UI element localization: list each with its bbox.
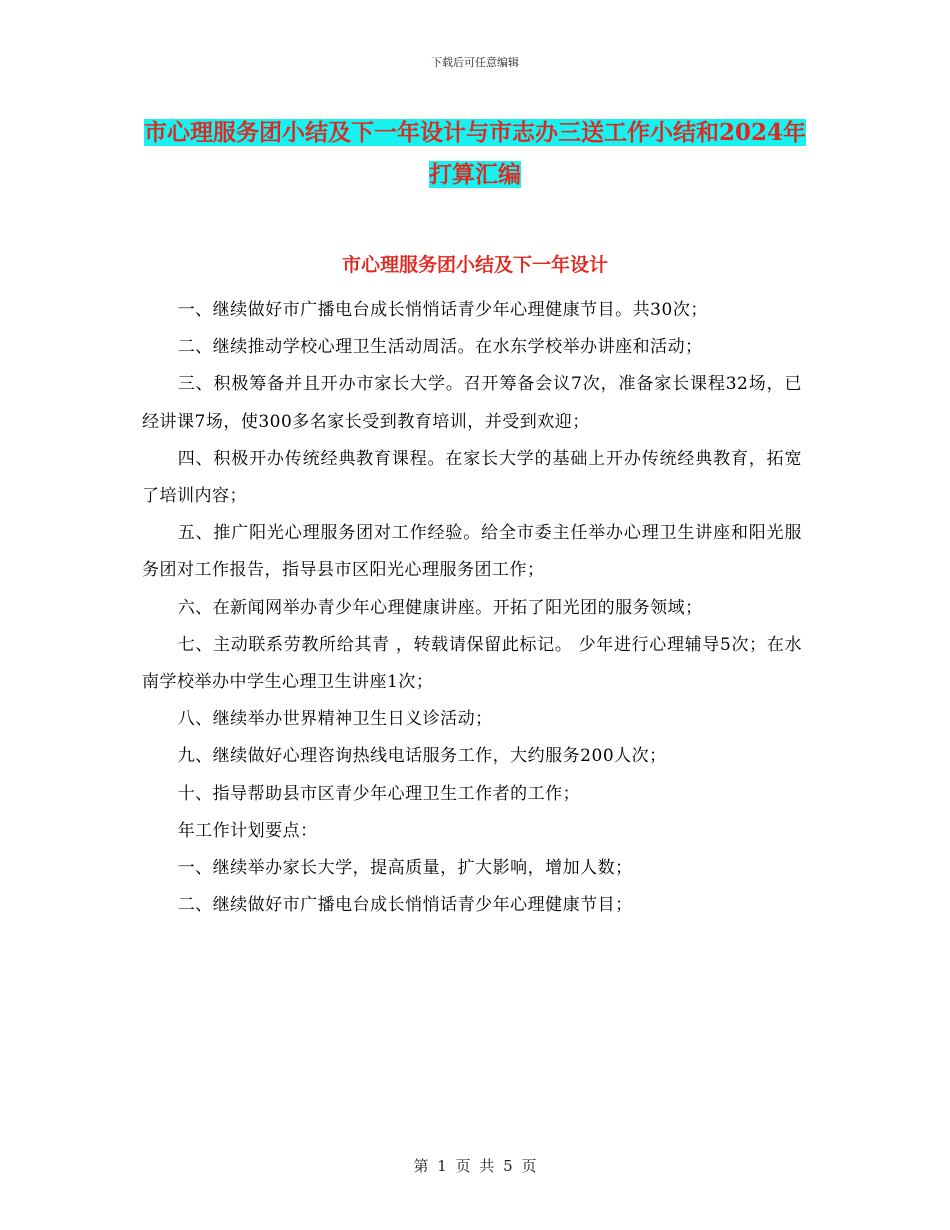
paragraph: 七、主动联系劳教所给其青 ，转载请保留此标记。 少年进行心理辅导5次；在水南学校举办中学生心理卫生讲座1次；	[142, 634, 802, 693]
paragraph: 四、积极开办传统经典教育课程。在家长大学的基础上开办传统经典教育，拓宽了培训内容；	[142, 448, 802, 507]
paragraph: 六、在新闻网举办青少年心理健康讲座。开拓了阳光团的服务领域；	[177, 597, 703, 618]
paragraph: 九、继续做好心理咨询热线电话服务工作，大约服务200人次；	[177, 746, 667, 767]
paragraph: 一、继续举办家长大学，提高质量，扩大影响，增加人数；	[177, 858, 633, 879]
page-number: 第 1 页 共 5 页	[413, 1157, 537, 1175]
paragraph: 年工作计划要点：	[177, 820, 318, 841]
section-title: 市心理服务团小结及下一年设计	[341, 254, 608, 276]
paragraph: 八、继续举办世界精神卫生日义诊活动；	[177, 709, 493, 730]
paragraph: 二、继续做好市广播电台成长悄悄话青少年心理健康节目；	[177, 895, 633, 916]
document-title	[140, 112, 810, 196]
header-note: 下载后可任意编辑	[431, 56, 519, 69]
paragraph: 十、指导帮助县市区青少年心理卫生工作者的工作；	[177, 783, 581, 804]
paragraph: 二、继续推动学校心理卫生活动周活。在水东学校举办讲座和活动；	[177, 337, 703, 358]
document-title-text: 市心理服务团小结及下一年设计与市志办三送工作小结和2024年打算汇编	[143, 119, 806, 188]
paragraph: 一、继续做好市广播电台成长悄悄话青少年心理健康节目。共30次；	[177, 300, 708, 320]
paragraph: 三、积极筹备并且开办市家长大学。召开筹备会议7次，准备家长课程32场，已经讲课7场，使300多名家长受到教育培训，并受到欢迎；	[142, 374, 802, 432]
paragraph: 五、推广阳光心理服务团对工作经验。给全市委主任举办心理卫生讲座和阳光服务团对工作报告，指导县市区阳光心理服务团工作；	[142, 523, 802, 581]
body-text	[142, 292, 802, 924]
